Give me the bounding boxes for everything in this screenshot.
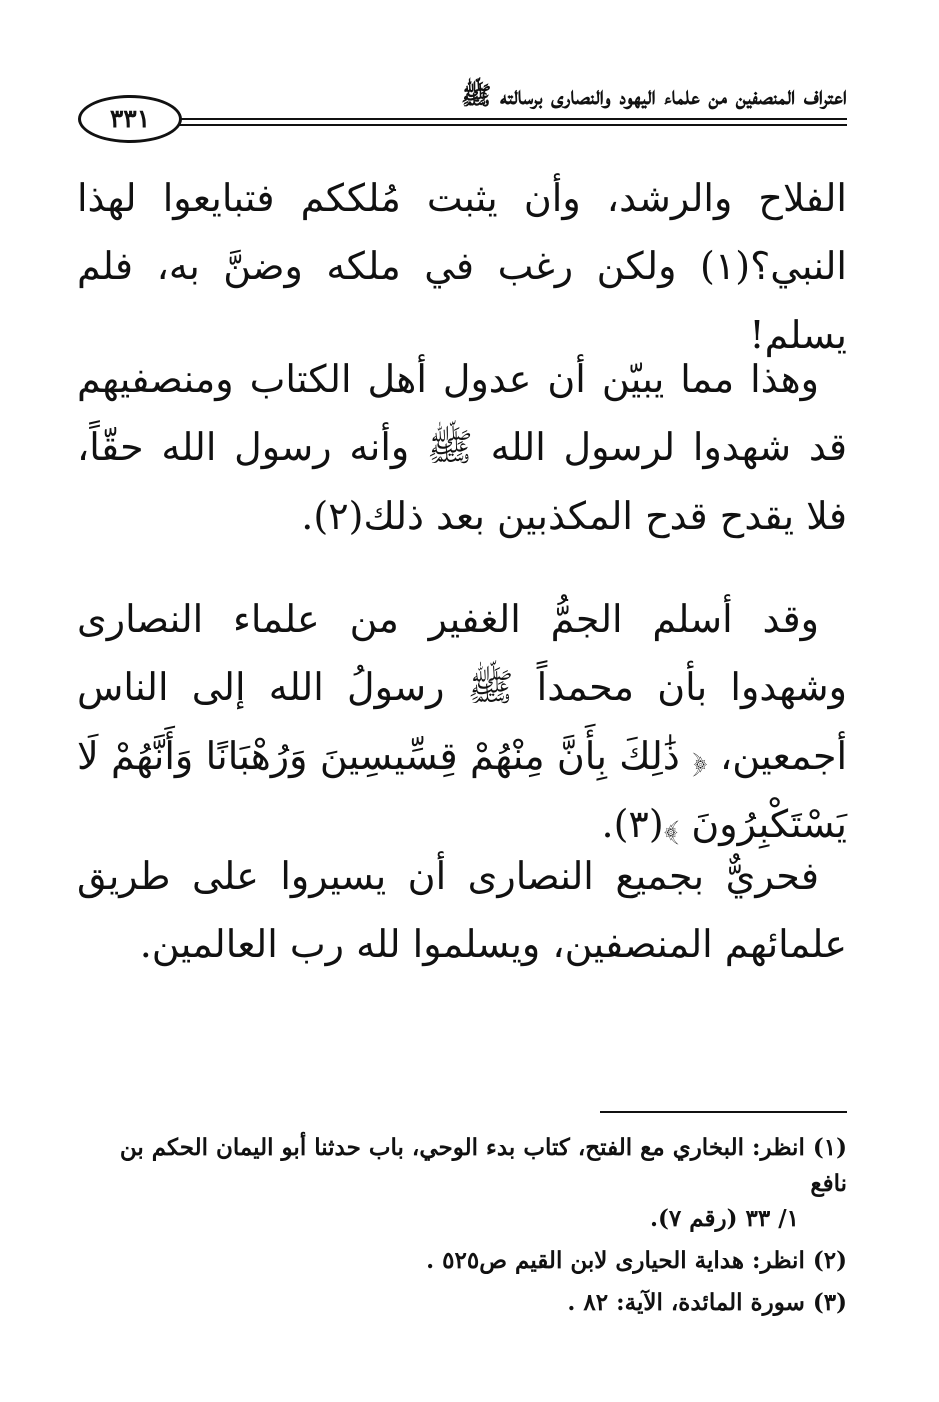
footnote-rule: [600, 1111, 847, 1113]
footnote-1-line-2: ١/ ٣٣ (رقم ٧).: [649, 1205, 799, 1233]
paragraph-3: وقد أسلم الجمُّ الغفير من علماء النصارى وشهدوا بأن محمداً ﷺ رسولُ الله إلى الناس أجمعين، ﴿ ذَٰلِكَ بِأَنَّ مِنْهُمْ قِسِّيسِينَ وَرُهْبَانًا وَأَنَّهُمْ لَا يَسْتَكْبِرُونَ ﴾(٣).: [77, 597, 847, 847]
running-title: اعتراف المنصفين من علماء اليهود والنصارى برسالته ﷺ: [461, 81, 847, 110]
footnote-2-line-1: (٢) انظر: هداية الحيارى لابن القيم ص٥٢٥ .: [426, 1246, 847, 1274]
footnotes: [77, 1130, 847, 1326]
footnote-1: [77, 1130, 847, 1237]
footnote-3-line-1: (٣) سورة المائدة، الآية: ٨٢ .: [567, 1288, 847, 1316]
header-rule-bottom: [152, 124, 847, 126]
footnote-3: [77, 1285, 847, 1321]
paragraph-1: الفلاح والرشد، وأن يثبت مُلككم فتبايعوا لهذا النبي؟(١) ولكن رغب في ملكه وضنَّ به، فلم يسلم!: [77, 176, 847, 357]
header-rule-top: [152, 118, 847, 120]
paragraph-2: وهذا مما يبيّن أن عدول أهل الكتاب ومنصفيهم قد شهدوا لرسول الله ﷺ وأنه رسول الله حقّاً، فلا يقدح قدح المكذبين بعد ذلك(٢).: [77, 357, 847, 538]
page-number: ٣٣١: [109, 104, 151, 133]
footnote-2: [77, 1243, 847, 1279]
page-number-oval: [78, 95, 182, 143]
paragraph-4: فحريٌّ بجميع النصارى أن يسيروا على طريق علمائهم المنصفين، ويسلموا لله رب العالمين.: [77, 854, 847, 967]
footnote-1-line-1: (١) انظر: البخاري مع الفتح، كتاب بدء الوحي، باب حدثنا أبو اليمان الحكم بن نافع: [119, 1134, 847, 1197]
